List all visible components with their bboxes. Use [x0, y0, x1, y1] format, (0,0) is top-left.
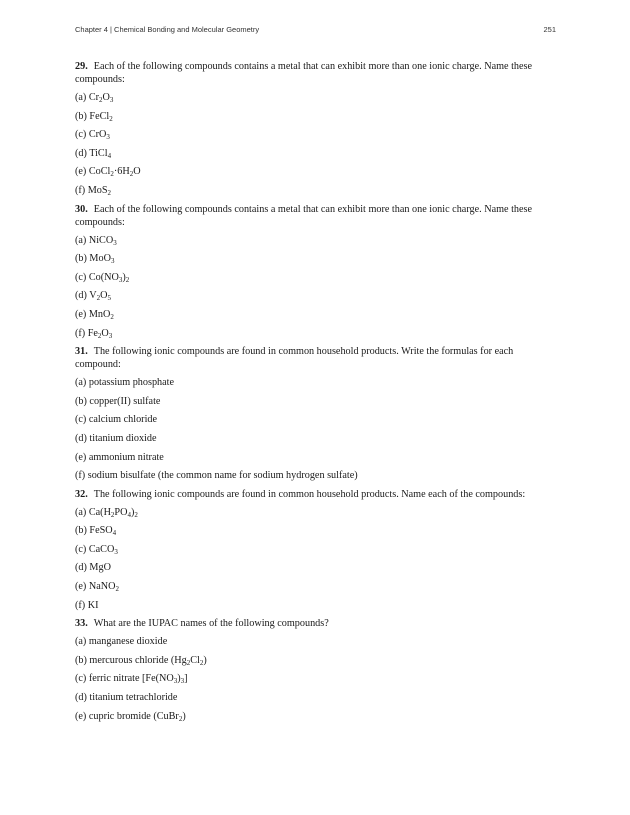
subscript: 3 [173, 677, 178, 686]
subscript: 3 [113, 238, 117, 247]
subscript: 2 [97, 331, 102, 340]
answer-item [75, 635, 557, 648]
item-text: (b) mercurous chloride (Hg [75, 654, 187, 666]
question-prompt [75, 345, 557, 371]
answer-item [75, 376, 557, 389]
item-text: (c) calcium chloride [75, 414, 158, 426]
item-text: ) [203, 654, 207, 666]
item-text: (d) titanium dioxide [75, 432, 157, 444]
answer-item [75, 327, 557, 340]
item-text: (b) FeCl [75, 110, 110, 122]
answer-item [75, 271, 557, 284]
item-text: ] [184, 673, 188, 685]
answer-item [75, 599, 557, 612]
question-text: What are the IUPAC names of the following compounds? [93, 618, 329, 630]
item-text: O [101, 327, 109, 339]
subscript: 4 [107, 151, 112, 160]
item-text: (b) FeSO [75, 525, 113, 537]
answer-item [75, 524, 557, 537]
item-text: (b) copper(II) sulfate [75, 395, 161, 407]
item-text: ·6H [113, 166, 130, 178]
subscript: 3 [106, 133, 110, 142]
subscript: 4 [112, 529, 117, 538]
item-text: (c) Co(NO [75, 271, 119, 283]
question-number: 30. [75, 203, 88, 215]
subscript: 3 [180, 677, 185, 686]
item-text: (d) MgO [75, 562, 111, 574]
item-text: (a) manganese dioxide [75, 636, 168, 648]
question-prompt [75, 488, 557, 501]
subscript: 2 [110, 510, 115, 519]
item-text: (d) TiCl [75, 147, 108, 159]
item-text: (e) CoCl [75, 166, 111, 178]
subscript: 5 [107, 294, 111, 303]
subscript: 2 [125, 275, 130, 284]
answer-item [75, 691, 557, 704]
item-text: Cl [190, 654, 200, 666]
answer-item [75, 184, 557, 197]
chapter-title: Chapter 4 | Chemical Bonding and Molecular Geometry [75, 25, 260, 34]
item-text: ) [130, 506, 135, 518]
item-text: O [102, 92, 110, 103]
page-header [75, 25, 556, 34]
question-number: 32. [75, 488, 88, 500]
subscript: 2 [199, 658, 204, 667]
answer-item [75, 543, 557, 556]
subscript: 2 [115, 585, 119, 594]
question-number: 31. [75, 346, 88, 358]
answer-item [75, 147, 557, 160]
item-text: PO [114, 506, 128, 518]
item-text: (d) titanium tetrachloride [75, 692, 178, 704]
subscript: 2 [99, 96, 103, 104]
answer-item [75, 252, 557, 265]
answer-item [75, 308, 557, 321]
item-text: (a) NiCO [75, 234, 114, 246]
item-text: (a) Ca(H [75, 506, 111, 518]
item-text: (f) MoS [75, 184, 108, 196]
answer-item [75, 451, 557, 464]
answer-item [75, 672, 557, 685]
subscript: 2 [186, 658, 191, 667]
subscript: 3 [118, 275, 123, 284]
answer-item [75, 506, 557, 519]
item-text: (e) cupric bromide (CuBr [75, 710, 179, 722]
answer-item [75, 289, 557, 302]
item-text: (c) ferric nitrate [Fe(NO [75, 673, 174, 685]
answer-item [75, 432, 557, 445]
answer-item [75, 234, 557, 247]
subscript: 2 [129, 170, 134, 179]
answer-item [75, 413, 557, 426]
question-text: Each of the following compounds contains a metal that can exhibit more than one ionic charge. Name these compounds: [75, 203, 533, 228]
question-prompt [75, 203, 557, 229]
subscript: 2 [110, 170, 114, 179]
subscript: 3 [110, 257, 115, 266]
item-text: (f) Fe [75, 327, 98, 339]
subscript: 2 [109, 114, 113, 123]
answer-item [75, 91, 557, 104]
item-text: (c) CrO [75, 129, 107, 141]
subscript: 3 [114, 547, 118, 556]
item-text: (e) MnO [75, 308, 111, 320]
question-number: 33. [75, 618, 88, 630]
subscript: 2 [96, 294, 101, 303]
item-text: (f) KI [75, 599, 99, 611]
item-text: ) [122, 271, 126, 283]
item-text: (d) V [75, 290, 97, 302]
answer-item [75, 110, 557, 123]
item-text: (a) Cr [75, 92, 100, 103]
question-text: The following ionic compounds are found in common household products. Write the formulas for each compound: [75, 346, 514, 371]
question-text: Each of the following compounds contains a metal that can exhibit more than one ionic charge. Name these compounds: [75, 61, 533, 85]
answer-item [75, 654, 557, 667]
item-text: O [100, 290, 108, 302]
item-text: ) [177, 673, 181, 685]
item-text: (e) ammonium nitrate [75, 451, 164, 463]
answer-item [75, 165, 557, 178]
item-text: O [133, 166, 141, 178]
subscript: 3 [108, 331, 113, 340]
answer-item [75, 710, 557, 723]
subscript: 2 [178, 714, 183, 723]
answer-item [75, 580, 557, 593]
item-text: (f) sodium bisulfate (the common name for sodium hydrogen sulfate) [75, 470, 358, 482]
exercise-list [75, 60, 557, 728]
subscript: 2 [107, 188, 112, 197]
subscript: 2 [134, 510, 138, 519]
subscript: 3 [109, 96, 114, 104]
question-number: 29. [75, 61, 88, 72]
item-text: (e) NaNO [75, 581, 116, 593]
item-text: (c) CaCO [75, 543, 115, 555]
subscript: 2 [110, 312, 114, 321]
item-text: (a) potassium phosphate [75, 377, 175, 389]
page-number: 251 [543, 25, 556, 34]
item-text: (b) MoO [75, 253, 111, 265]
answer-item [75, 128, 557, 141]
answer-item [75, 395, 557, 408]
question-text: The following ionic compounds are found in common household products. Name each of the compounds: [93, 488, 526, 500]
answer-item [75, 561, 557, 574]
question-prompt [75, 617, 557, 630]
question-prompt [75, 60, 557, 86]
item-text: ) [182, 710, 186, 722]
subscript: 4 [127, 510, 131, 519]
answer-item [75, 469, 557, 482]
